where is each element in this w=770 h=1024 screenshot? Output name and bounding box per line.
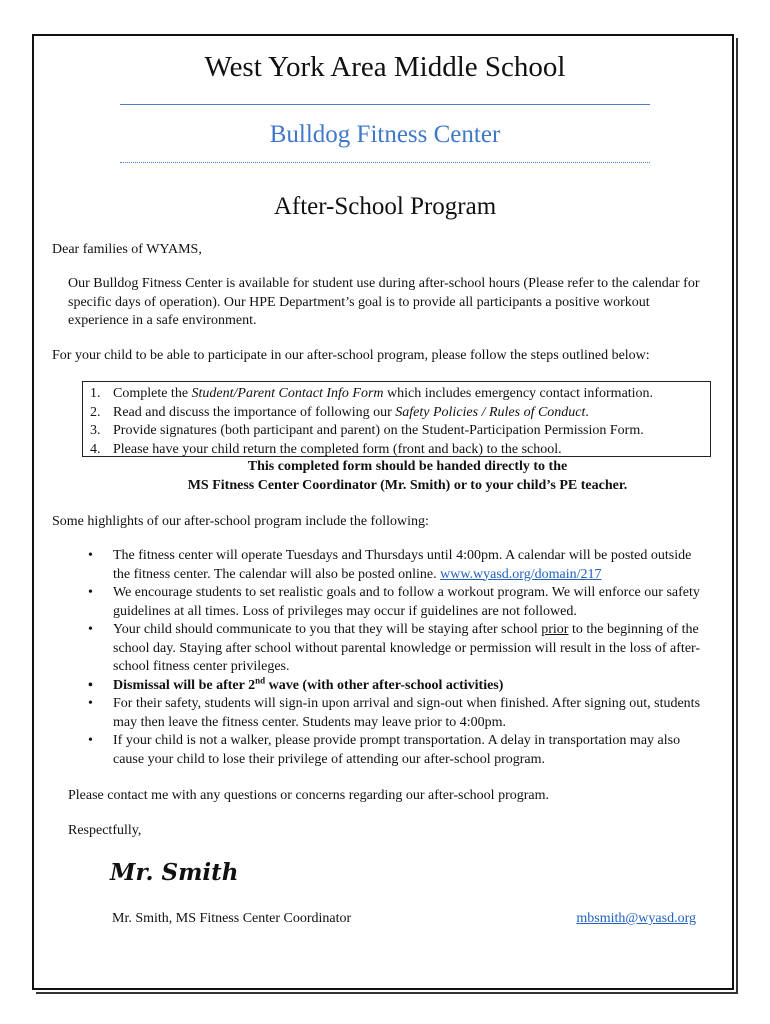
bullet-icon: •: [88, 733, 93, 748]
submission-notice: [0, 458, 770, 495]
bullet-text: wave (with other after-school activities): [265, 677, 504, 693]
bullet-text: Dismissal will be after 2: [113, 677, 256, 693]
bullet-text: We encourage students to set realistic goals and to follow a workout program. We will enforce our safety guidelines at all times. Loss of privileges may occur if guidelines are not followed.: [113, 585, 700, 619]
bullet-icon: •: [88, 622, 93, 637]
list-item: [88, 674, 708, 696]
notice-line: This completed form should be handed directly to the: [247, 459, 568, 474]
bullet-text: Your child should communicate to you that they will be staying after school: [113, 622, 542, 637]
step-text: .: [585, 404, 589, 420]
list-item: [88, 695, 708, 732]
step-text: Provide signatures (both participant and parent) on the Student-Participation Permission Form.: [113, 423, 644, 438]
highlights-intro: Some highlights of our after-school program include the following:: [52, 514, 429, 529]
policy-name: Safety Policies / Rules of Conduct: [395, 404, 586, 420]
bullet-icon: •: [88, 585, 93, 600]
bullet-text: If your child is not a walker, please provide prompt transportation. A delay in transportation may also cause your child to lose their privilege of attending our after-school program.: [113, 733, 681, 767]
list-item: [88, 732, 708, 769]
heading-divider-dotted: [120, 162, 650, 163]
bullet-text: to the beginning of the school day. Staying after school without parental knowledge or permission will result in the loss of after-school fitness center privileges.: [113, 622, 701, 674]
form-name: Student/Parent Contact Info Form: [191, 386, 384, 401]
signer-title: Mr. Smith, MS Fitness Center Coordinator: [112, 911, 352, 926]
bullet-text: For their safety, students will sign-in upon arrival and sign-out when finished. After signing out, students may then leave the fitness center. Students may leave prior to 4:00pm.: [113, 696, 701, 730]
step-text: Complete the: [113, 386, 192, 401]
step-number: 2.: [90, 404, 101, 420]
heading-divider: [120, 104, 650, 105]
list-item: [88, 584, 708, 621]
notice-line: MS Fitness Center Coordinator (Mr. Smith) or to your child’s PE teacher.: [187, 477, 628, 493]
bullet-icon: •: [88, 696, 93, 711]
highlights-list: [88, 547, 708, 769]
fitness-center-heading: Bulldog Fitness Center: [269, 121, 501, 148]
calendar-link[interactable]: www.wyasd.org/domain/217: [440, 566, 602, 582]
bullet-icon: •: [88, 677, 93, 693]
step-text: Read and discuss the importance of following our: [113, 404, 396, 420]
step-text: Please have your child return the completed form (front and back) to the school.: [113, 441, 562, 457]
greeting: Dear families of WYAMS,: [52, 242, 202, 257]
bullet-icon: •: [88, 548, 93, 563]
program-title: After-School Program: [273, 193, 497, 220]
ordinal-suffix: nd: [255, 674, 266, 685]
steps-intro: For your child to be able to participate in our after-school program, please follow the steps outlined below:: [52, 348, 650, 363]
step-number: 3.: [90, 423, 101, 438]
step-number: 4.: [90, 441, 101, 457]
step-item: [90, 422, 710, 441]
steps-list: [90, 385, 710, 459]
signature: Mr. Smith: [110, 859, 239, 886]
page-border: [32, 34, 734, 990]
bullet-text: The fitness center will operate Tuesdays and Thursdays until 4:00pm. A calendar will be posted outside the fitness center. The calendar will also be posted online.: [113, 548, 692, 582]
school-name-heading: West York Area Middle School: [204, 51, 566, 83]
email-link[interactable]: mbsmith@wyasd.org: [576, 911, 696, 926]
emphasis-prior: prior: [541, 622, 569, 637]
step-item: [90, 385, 710, 404]
step-text: which includes emergency contact information.: [383, 386, 654, 401]
list-item: [88, 621, 708, 677]
step-item: [90, 441, 710, 460]
list-item: [88, 547, 708, 584]
contact-paragraph: Please contact me with any questions or concerns regarding our after-school program.: [68, 788, 550, 803]
closing: Respectfully,: [68, 823, 142, 838]
intro-paragraph: Our Bulldog Fitness Center is available for student use during after-school hours (Please refer to the calendar for specific days of operation). Our HPE Department’s goal is to provide all participants a positive workout experience in a safe environment.: [68, 276, 700, 328]
step-item: [90, 404, 710, 423]
step-number: 1.: [90, 386, 101, 401]
